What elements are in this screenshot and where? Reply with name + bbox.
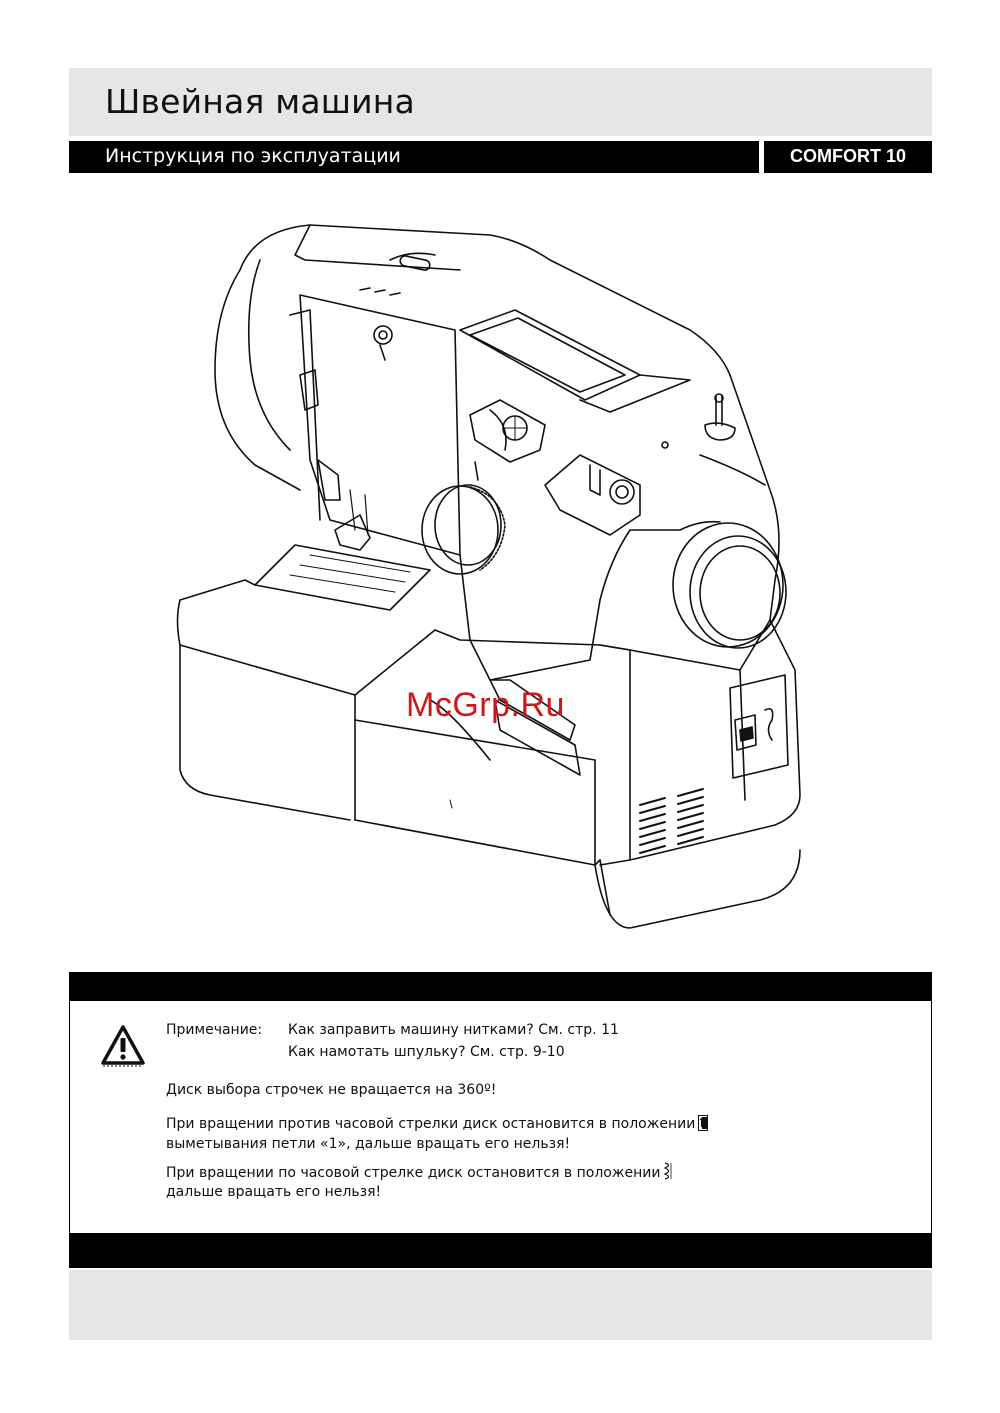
sewing-machine-illustration bbox=[160, 200, 840, 960]
note-top-bar bbox=[70, 973, 931, 1001]
note-cw-text: При вращении по часовой стрелке диск остановится в положении bbox=[166, 1165, 661, 1181]
buttonhole-1-icon bbox=[698, 1115, 708, 1131]
note-label: Примечание: bbox=[166, 1022, 263, 1038]
note-line-bobbin: Как намотать шпульку? См. стр. 9-10 bbox=[288, 1044, 565, 1060]
note-box bbox=[69, 972, 932, 1268]
note-bottom-bar bbox=[70, 1233, 931, 1267]
note-dial-rotation: Диск выбора строчек не вращается на 360º! bbox=[166, 1082, 497, 1098]
footer-band bbox=[69, 1270, 932, 1340]
stretch-stitch-icon bbox=[663, 1162, 673, 1180]
note-cw-line2: дальше вращать его нельзя! bbox=[166, 1184, 382, 1200]
title-band bbox=[69, 68, 932, 136]
page-title: Швейная машина bbox=[105, 82, 415, 121]
note-cw-line1 bbox=[166, 1162, 673, 1183]
warning-icon bbox=[100, 1023, 146, 1069]
note-ccw-line1 bbox=[166, 1114, 708, 1134]
model-band bbox=[764, 141, 932, 173]
subtitle-band bbox=[69, 141, 759, 173]
note-ccw-text: При вращении против часовой стрелки диск остановится в положении bbox=[166, 1116, 696, 1132]
note-ccw-line2: выметывания петли «1», дальше вращать его нельзя! bbox=[166, 1136, 571, 1152]
watermark-text: McGrp.Ru bbox=[406, 686, 565, 724]
model-name: COMFORT 10 bbox=[789, 146, 906, 166]
page-subtitle: Инструкция по эксплуатации bbox=[105, 145, 401, 167]
note-line-threading: Как заправить машину нитками? См. стр. 11 bbox=[288, 1022, 619, 1038]
